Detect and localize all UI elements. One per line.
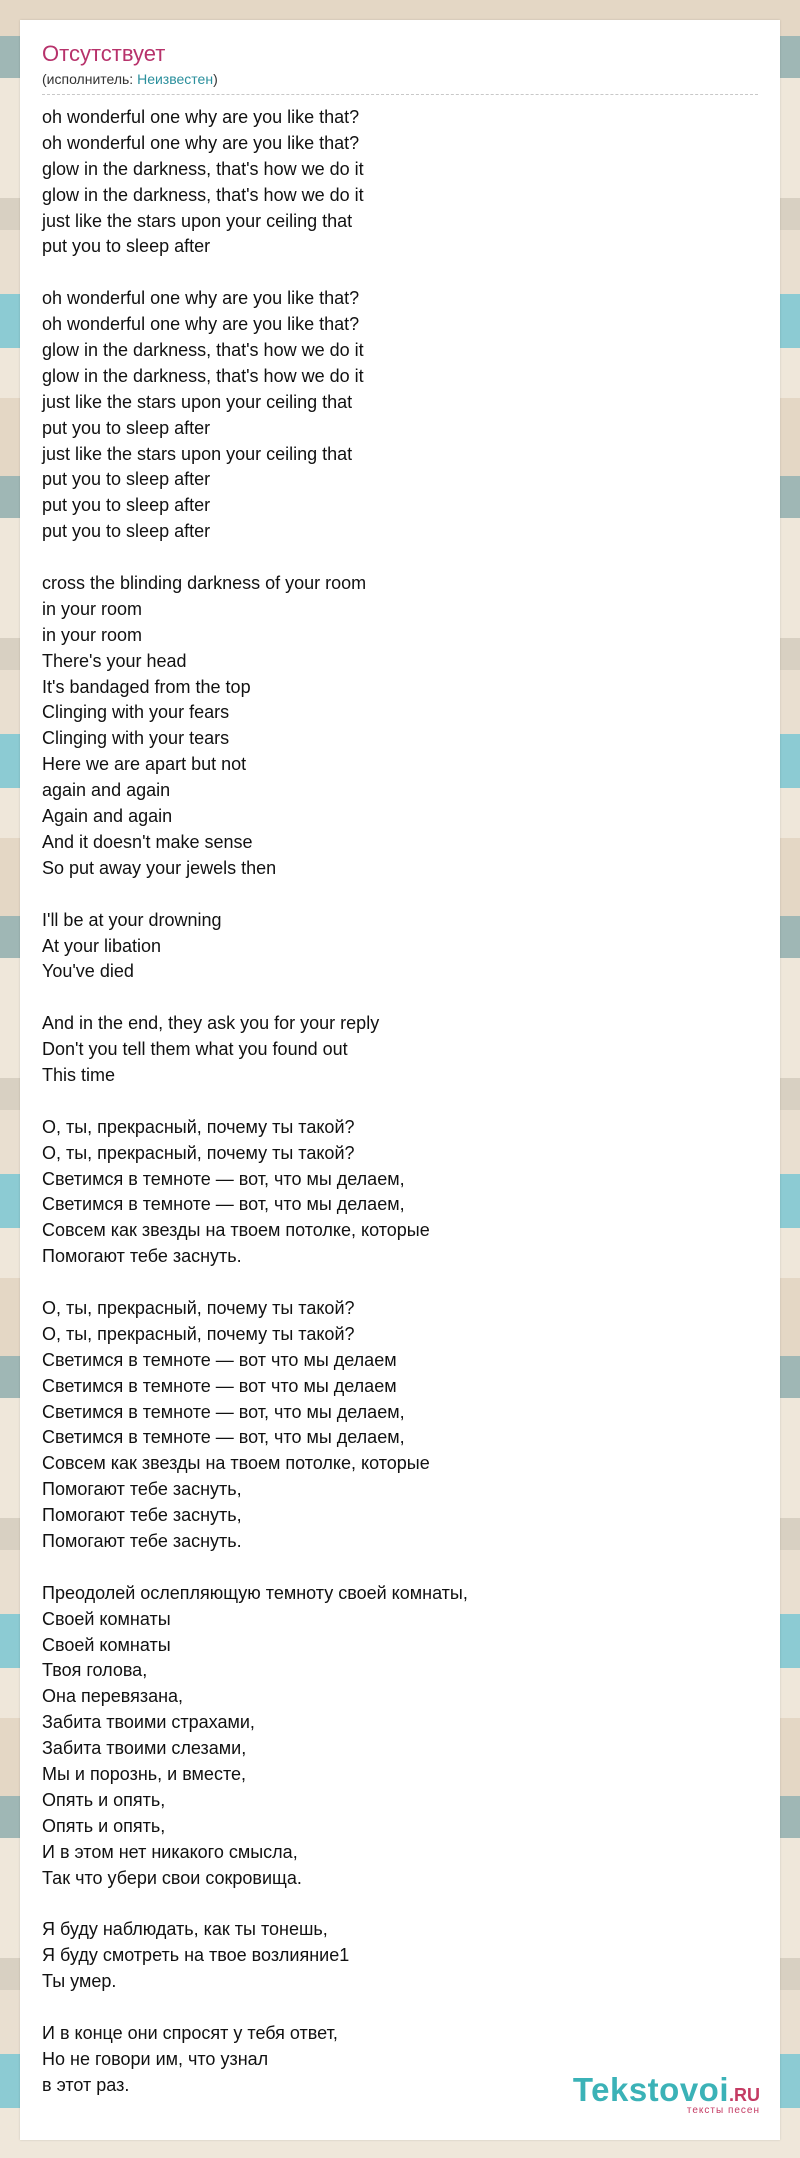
- lyric-line: put you to sleep after: [42, 495, 211, 516]
- song-title: Отсутствует: [42, 41, 166, 66]
- stanza-gap: [42, 882, 758, 908]
- artist-prefix: (исполнитель:: [42, 71, 138, 87]
- lyric-line: Забита твоими страхами,: [42, 1712, 255, 1733]
- lyric-line: Совсем как звезды на твоем потолке, которые: [42, 1220, 430, 1241]
- lyric-line: put you to sleep after: [42, 417, 211, 438]
- lyric-line: Но не говори им, что узнал: [42, 2048, 269, 2069]
- lyric-line: Помогают тебе заснуть.: [42, 1246, 242, 1267]
- lyric-line: glow in the darkness, that's how we do it: [42, 184, 364, 205]
- lyric-line: And in the end, they ask you for your reply: [42, 1013, 380, 1034]
- lyric-line: О, ты, прекрасный, почему ты такой?: [42, 1297, 355, 1318]
- logo-tagline: тексты песен: [686, 2105, 760, 2116]
- lyric-line: in your room: [42, 624, 143, 645]
- lyric-line: put you to sleep after: [42, 469, 211, 490]
- lyric-line: И в конце они спросят у тебя ответ,: [42, 2022, 338, 2043]
- stanza-gap: [42, 1270, 758, 1296]
- lyric-line: Clinging with your tears: [42, 728, 230, 749]
- lyric-line: Опять и опять,: [42, 1789, 166, 1810]
- lyric-line: Своей комнаты: [42, 1634, 171, 1655]
- lyric-line: glow in the darkness, that's how we do it: [42, 340, 364, 361]
- lyric-line: Преодолей ослепляющую темноту своей комнаты,: [42, 1582, 468, 1603]
- lyric-line: Совсем как звезды на твоем потолке, которые: [42, 1453, 430, 1474]
- stanza-gap: [42, 260, 758, 286]
- artist-line: [42, 70, 758, 95]
- lyric-line: Помогают тебе заснуть,: [42, 1479, 242, 1500]
- lyric-line: Светимся в темноте — вот, что мы делаем,: [42, 1427, 405, 1448]
- lyric-line: Так что убери свои сокровища.: [42, 1867, 302, 1888]
- lyric-line: You've died: [42, 961, 134, 982]
- lyric-line: oh wonderful one why are you like that?: [42, 314, 360, 335]
- lyric-line: So put away your jewels then: [42, 857, 277, 878]
- lyric-line: Я буду наблюдать, как ты тонешь,: [42, 1919, 328, 1940]
- lyric-line: put you to sleep after: [42, 521, 211, 542]
- lyric-line: cross the blinding darkness of your room: [42, 573, 367, 594]
- stanza-gap: [42, 545, 758, 571]
- lyric-line: glow in the darkness, that's how we do it: [42, 365, 364, 386]
- lyric-line: just like the stars upon your ceiling that: [42, 443, 353, 464]
- stanza-gap: [42, 1555, 758, 1581]
- lyric-line: Помогают тебе заснуть.: [42, 1530, 242, 1551]
- site-logo[interactable]: [573, 2073, 760, 2116]
- stanza-gap: [42, 1089, 758, 1115]
- lyric-line: put you to sleep after: [42, 236, 211, 257]
- artist-link[interactable]: Неизвестен: [137, 71, 214, 87]
- logo-wordmark: Tekstovoi: [572, 2071, 729, 2108]
- lyric-line: just like the stars upon your ceiling that: [42, 210, 353, 231]
- lyric-line: Светимся в темноте — вот, что мы делаем,: [42, 1168, 405, 1189]
- lyric-line: There's your head: [42, 650, 187, 671]
- lyric-line: I'll be at your drowning: [42, 909, 222, 930]
- lyric-line: oh wonderful one why are you like that?: [42, 288, 360, 309]
- logo-tld: .RU: [729, 2085, 760, 2105]
- lyric-line: Твоя голова,: [42, 1660, 148, 1681]
- lyric-line: О, ты, прекрасный, почему ты такой?: [42, 1323, 355, 1344]
- lyric-line: Светимся в темноте — вот, что мы делаем,: [42, 1194, 405, 1215]
- artist-suffix: ): [213, 71, 218, 87]
- lyrics-body: [42, 105, 758, 2099]
- lyric-line: Again and again: [42, 806, 173, 827]
- lyric-line: At your libation: [42, 935, 162, 956]
- lyric-line: glow in the darkness, that's how we do it: [42, 158, 364, 179]
- lyrics-card: [20, 20, 780, 2140]
- lyric-line: О, ты, прекрасный, почему ты такой?: [42, 1116, 355, 1137]
- lyric-line: О, ты, прекрасный, почему ты такой?: [42, 1142, 355, 1163]
- stanza-gap: [42, 1891, 758, 1917]
- lyric-line: Светимся в темноте — вот, что мы делаем,: [42, 1401, 405, 1422]
- stanza-gap: [42, 985, 758, 1011]
- lyric-line: oh wonderful one why are you like that?: [42, 132, 360, 153]
- stanza-gap: [42, 1995, 758, 2021]
- lyric-line: Clinging with your fears: [42, 702, 230, 723]
- lyric-line: This time: [42, 1064, 116, 1085]
- lyric-line: in your room: [42, 598, 143, 619]
- lyric-line: Мы и порознь, и вместе,: [42, 1764, 246, 1784]
- lyric-line: в этот раз.: [42, 2074, 130, 2095]
- lyric-line: It's bandaged from the top: [42, 676, 251, 697]
- lyric-line: oh wonderful one why are you like that?: [42, 107, 360, 127]
- lyric-line: Помогают тебе заснуть,: [42, 1505, 242, 1526]
- lyric-line: Светимся в темноте — вот что мы делаем: [42, 1375, 397, 1396]
- lyric-line: Забита твоими слезами,: [42, 1738, 247, 1759]
- lyric-line: Ты умер.: [42, 1971, 117, 1992]
- lyric-line: Here we are apart but not: [42, 754, 247, 775]
- lyric-line: Светимся в темноте — вот что мы делаем: [42, 1349, 397, 1370]
- lyric-line: Своей комнаты: [42, 1608, 171, 1629]
- lyric-line: И в этом нет никакого смысла,: [42, 1841, 298, 1862]
- lyric-line: And it doesn't make sense: [42, 831, 253, 852]
- lyric-line: Она перевязана,: [42, 1686, 184, 1707]
- lyric-line: Опять и опять,: [42, 1815, 166, 1836]
- lyric-line: again and again: [42, 780, 171, 801]
- lyric-line: Я буду смотреть на твое возлияние1: [42, 1945, 350, 1966]
- lyric-line: just like the stars upon your ceiling that: [42, 391, 353, 412]
- lyric-line: Don't you tell them what you found out: [42, 1039, 348, 1060]
